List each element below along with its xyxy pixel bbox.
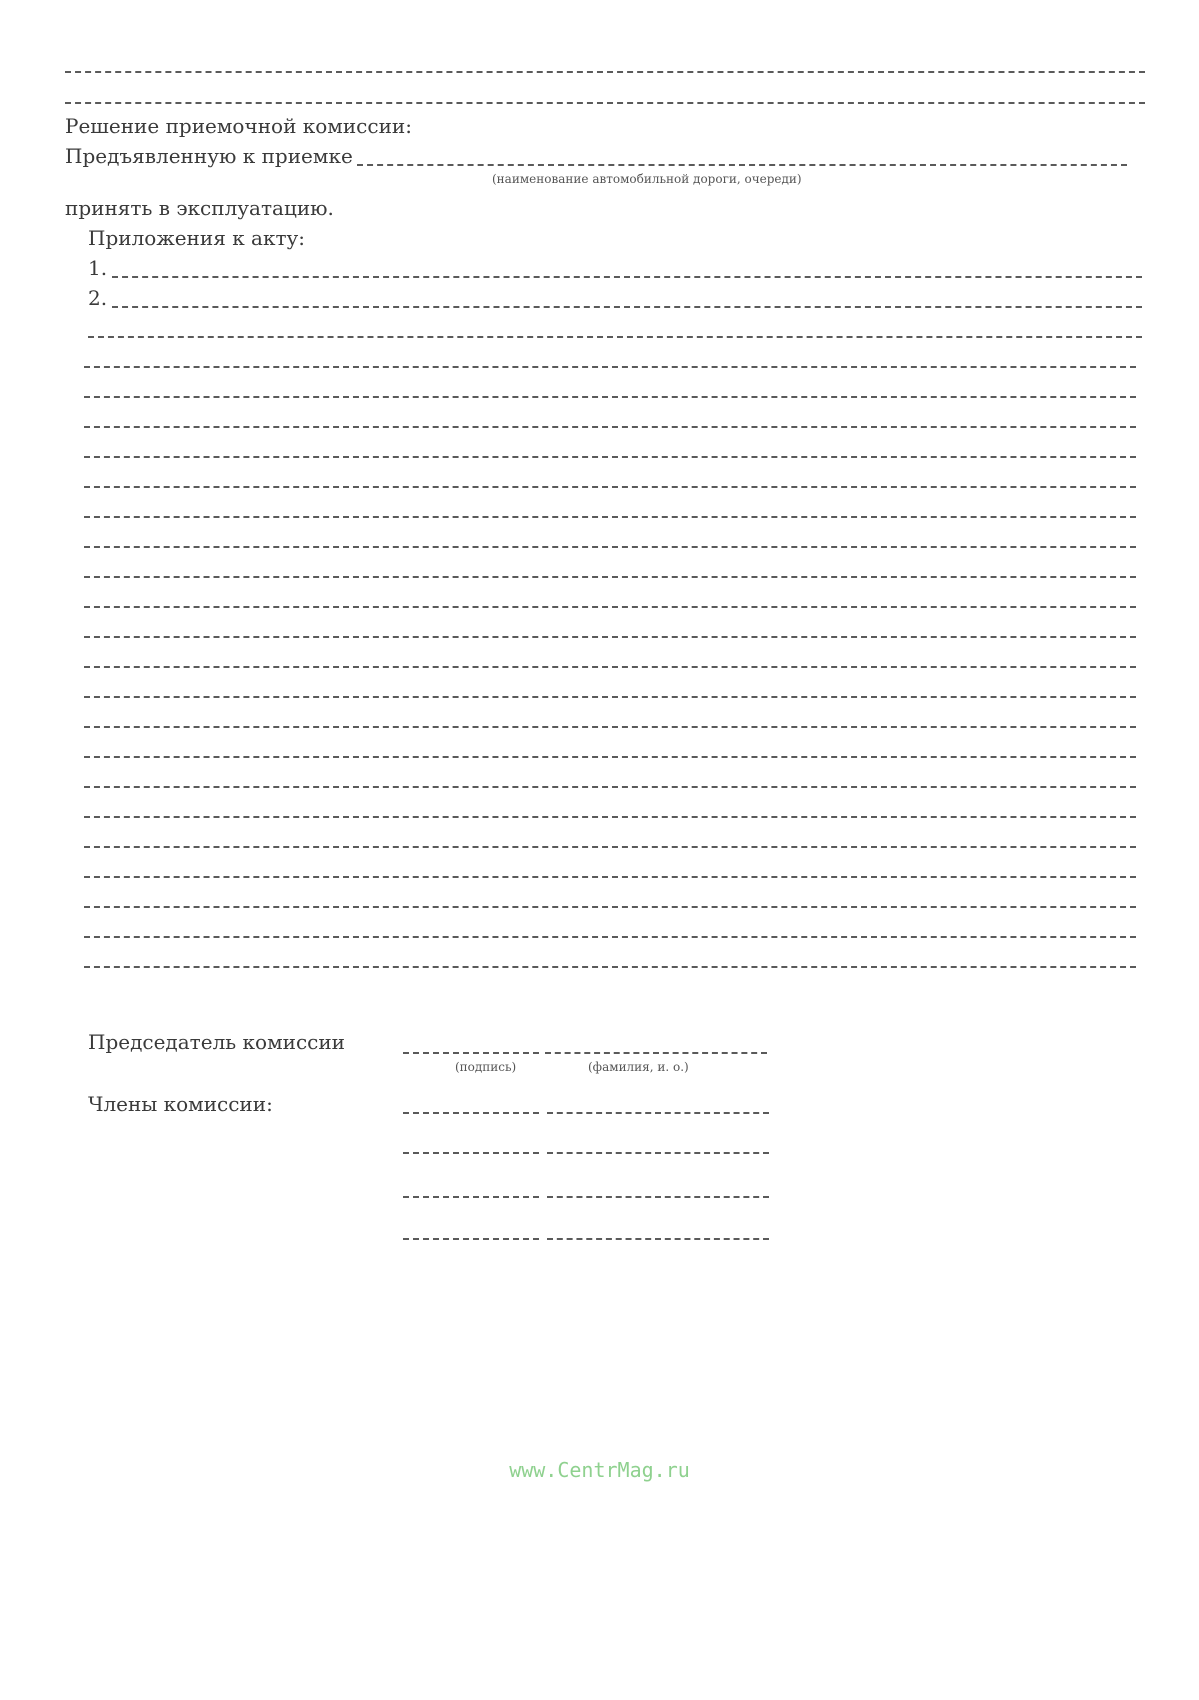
blank-line <box>84 696 1136 698</box>
blank-line <box>84 846 1136 848</box>
member-name-line <box>547 1152 769 1154</box>
presented-caption: (наименование автомобильной дороги, очереди) <box>492 172 802 186</box>
blank-line <box>84 426 1136 428</box>
members-label: Члены комиссии: <box>88 1092 273 1116</box>
blank-line <box>84 936 1136 938</box>
signature-caption: (подпись) <box>455 1060 517 1074</box>
chairman-label: Председатель комиссии <box>88 1030 346 1054</box>
presented-fill-line <box>357 164 1127 166</box>
name-caption: (фамилия, и. о.) <box>588 1060 689 1074</box>
blank-line <box>84 636 1136 638</box>
attachment-line-1 <box>112 276 1142 278</box>
presented-label: Предъявленную к приемке <box>65 144 353 168</box>
member-signature-line <box>403 1112 539 1114</box>
member-signature-line <box>403 1196 539 1198</box>
top-rule-1 <box>65 71 1145 73</box>
blank-line <box>84 516 1136 518</box>
blank-line <box>84 966 1136 968</box>
blank-line <box>88 336 1142 338</box>
member-signature-line <box>403 1152 539 1154</box>
member-name-line <box>547 1196 769 1198</box>
blank-line <box>84 726 1136 728</box>
blank-line <box>84 486 1136 488</box>
chairman-signature-line <box>403 1052 539 1054</box>
accept-text: принять в эксплуатацию. <box>65 196 334 220</box>
attachment-number-2: 2. <box>88 286 108 310</box>
blank-line <box>84 786 1136 788</box>
blank-line <box>84 576 1136 578</box>
watermark: www.CentrMag.ru <box>509 1458 690 1482</box>
attachments-heading: Приложения к акту: <box>88 226 306 250</box>
blank-line <box>84 546 1136 548</box>
top-rule-2 <box>65 102 1145 104</box>
member-signature-line <box>403 1238 539 1240</box>
blank-line <box>84 876 1136 878</box>
attachment-number-1: 1. <box>88 256 108 280</box>
blank-line <box>84 606 1136 608</box>
decision-heading: Решение приемочной комиссии: <box>65 114 412 138</box>
blank-line <box>84 906 1136 908</box>
attachment-line-2 <box>112 306 1142 308</box>
member-name-line <box>547 1238 769 1240</box>
blank-line <box>84 396 1136 398</box>
member-name-line <box>547 1112 769 1114</box>
blank-line <box>84 366 1136 368</box>
chairman-name-line <box>545 1052 767 1054</box>
blank-line <box>84 816 1136 818</box>
blank-line <box>84 756 1136 758</box>
blank-line <box>84 666 1136 668</box>
blank-line <box>84 456 1136 458</box>
